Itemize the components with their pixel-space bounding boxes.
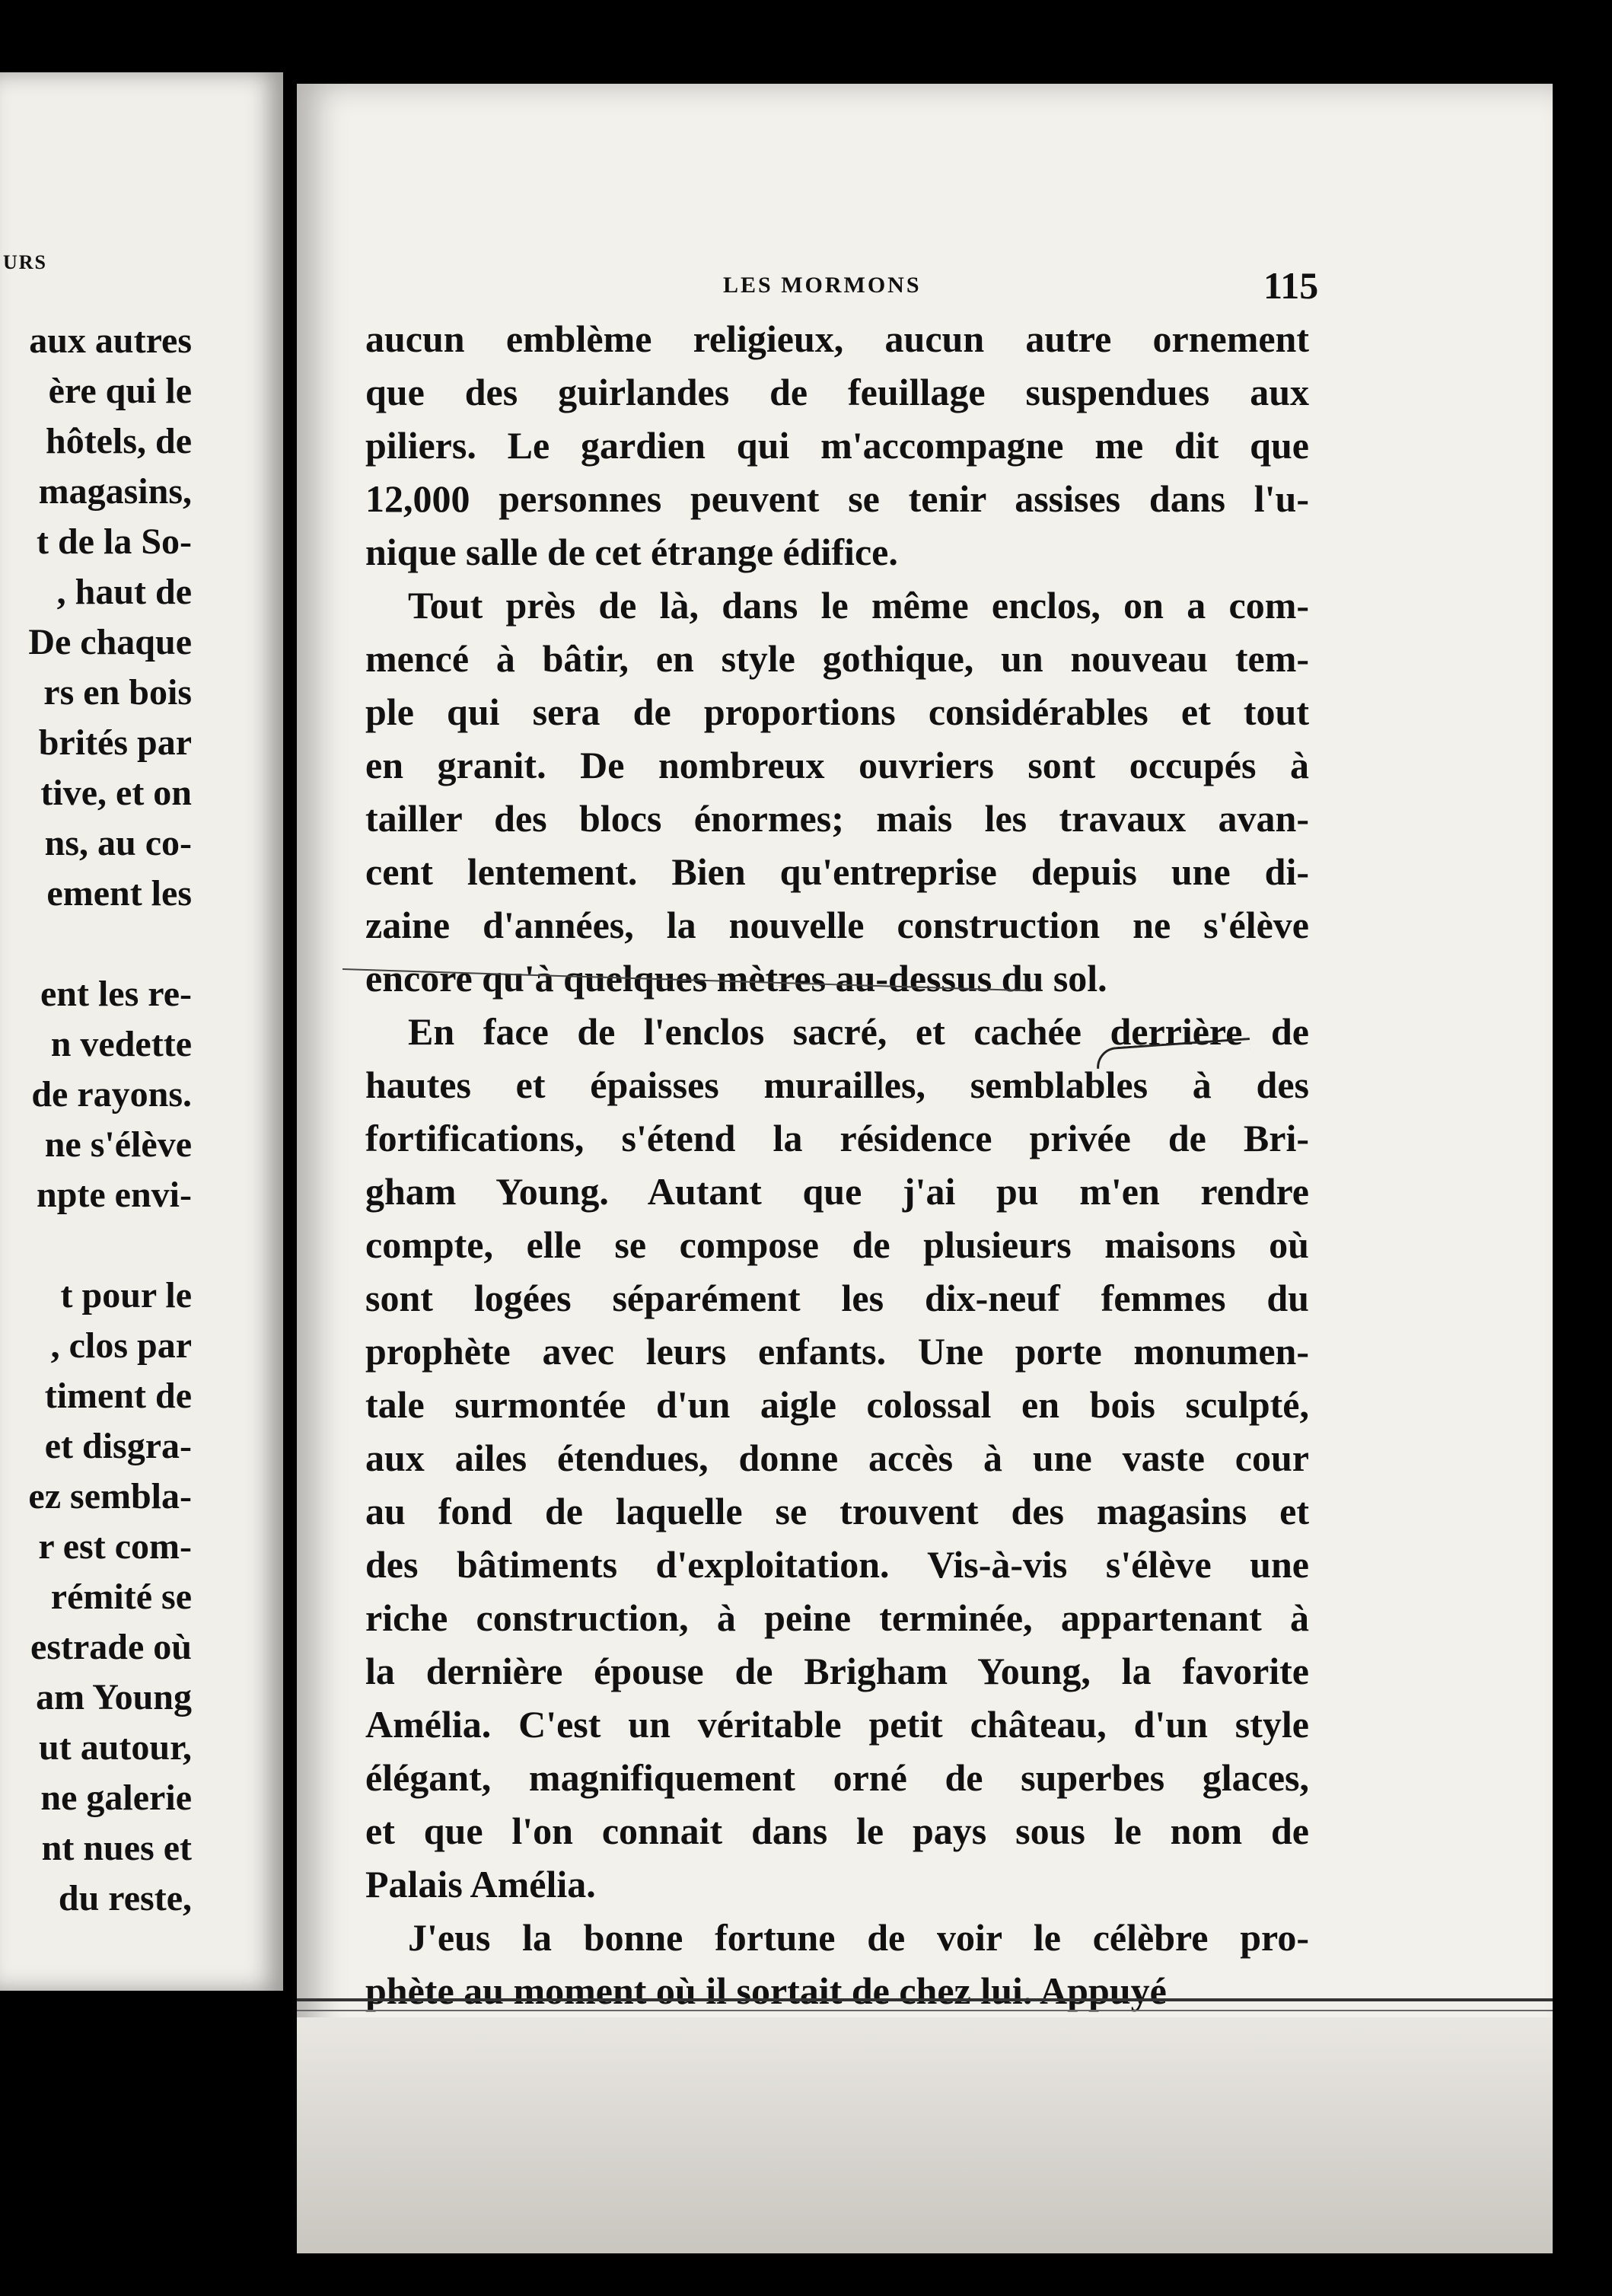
bottom-rule-secondary (297, 2010, 1553, 2011)
text-line: fortifications, s'étend la résidence privée de Bri- (365, 1117, 1309, 1159)
left-text-line: ement les (46, 873, 192, 914)
left-text-line: , clos par (50, 1325, 192, 1366)
left-text-line: ne s'élève (44, 1124, 192, 1165)
left-text-line: ez sembla- (28, 1476, 192, 1516)
current-page (297, 84, 1553, 2253)
left-text-line: magasins, (38, 471, 192, 512)
text-line: Tout près de là, dans le même enclos, on a com- (408, 584, 1309, 627)
text-line: En face de l'enclos sacré, et cachée derrière de (408, 1010, 1309, 1053)
text-line: élégant, magnifiquement orné de superbes glaces, (365, 1756, 1309, 1799)
text-line: aucun emblème religieux, aucun autre ornement (365, 317, 1309, 360)
left-text-line: t pour le (60, 1275, 192, 1315)
left-text-line: , haut de (56, 572, 192, 612)
text-line: cent lentement. Bien qu'entreprise depuis une di- (365, 850, 1309, 893)
text-line: compte, elle se compose de plusieurs maisons où (365, 1223, 1309, 1266)
text-line: encore qu'à quelques mètres au-dessus du sol. (365, 957, 1107, 1000)
left-text-line: am Young (36, 1677, 192, 1717)
text-line: Amélia. C'est un véritable petit château, d'un style (365, 1703, 1309, 1746)
left-text-line: rémité se (50, 1577, 192, 1617)
text-line: tailler des blocs énormes; mais les travaux avan- (365, 797, 1309, 840)
left-text-line: ut autour, (39, 1727, 192, 1768)
left-text-line: de rayons. (31, 1074, 192, 1115)
text-line: zaine d'années, la nouvelle construction ne s'élève (365, 904, 1309, 946)
left-text-line: t de la So- (37, 521, 192, 562)
text-line: et que l'on connait dans le pays sous le nom de (365, 1810, 1309, 1852)
running-head: LES MORMONS (723, 273, 922, 298)
text-line: nique salle de cet étrange édifice. (365, 531, 898, 573)
text-line: en granit. De nombreux ouvriers sont occupés à (365, 744, 1309, 786)
left-text-line: timent de (44, 1376, 192, 1416)
left-text-line: aux autres (29, 320, 192, 361)
text-line: tale surmontée d'un aigle colossal en bois sculpté, (365, 1383, 1309, 1426)
left-text-line: r est com- (38, 1526, 192, 1567)
text-line: mencé à bâtir, en style gothique, un nouveau tem- (365, 637, 1309, 680)
left-text-line: et disgra- (44, 1426, 192, 1466)
text-line: phète au moment où il sortait de chez lui. Appuyé (365, 1969, 1167, 2012)
left-running-head: URS (3, 251, 48, 273)
left-text-line: tive, et on (40, 773, 192, 813)
text-line: que des guirlandes de feuillage suspendues aux (365, 371, 1309, 413)
text-line: 12,000 personnes peuvent se tenir assises dans l'u- (365, 477, 1309, 520)
left-text-line: rs en bois (43, 672, 192, 713)
left-text-line: ent les re- (40, 974, 192, 1014)
text-line: ple qui sera de proportions considérables et tout (365, 690, 1309, 733)
left-text-line: estrade où (30, 1627, 192, 1667)
text-line: sont logées séparément les dix-neuf femmes du (365, 1277, 1309, 1319)
bottom-rule (297, 1998, 1553, 2001)
left-text-line: n vedette (50, 1024, 192, 1064)
left-text-line: ne galerie (40, 1778, 192, 1818)
text-line: piliers. Le gardien qui m'accompagne me dit que (365, 424, 1309, 467)
text-line: riche construction, à peine terminée, appartenant à (365, 1596, 1309, 1639)
text-line: la dernière épouse de Brigham Young, la favorite (365, 1650, 1309, 1692)
page-lower-margin (297, 2017, 1553, 2253)
left-text-line: ns, au co- (44, 823, 192, 863)
text-line: gham Young. Autant que j'ai pu m'en rendre (365, 1170, 1309, 1213)
left-text-line: nt nues et (41, 1828, 192, 1868)
text-line: des bâtiments d'exploitation. Vis-à-vis s'élève une (365, 1543, 1309, 1586)
left-text-line: npte envi- (37, 1175, 192, 1215)
left-text-line: du reste, (58, 1878, 192, 1918)
text-line: hautes et épaisses murailles, semblables à des (365, 1063, 1309, 1106)
text-line: prophète avec leurs enfants. Une porte monumen- (365, 1330, 1309, 1373)
left-text-line: De chaque (28, 622, 192, 662)
previous-page-fragment (0, 72, 283, 1991)
text-line: Palais Amélia. (365, 1863, 596, 1905)
page-number: 115 (1263, 264, 1319, 307)
left-text-line: ère qui le (48, 371, 192, 411)
text-line: aux ailes étendues, donne accès à une vaste cour (365, 1437, 1309, 1479)
text-line: J'eus la bonne fortune de voir le célèbre pro- (408, 1916, 1309, 1959)
text-line: au fond de laquelle se trouvent des magasins et (365, 1490, 1309, 1532)
left-text-line: hôtels, de (46, 421, 192, 461)
body-text (365, 312, 1309, 2017)
left-text-line: brités par (38, 722, 192, 763)
